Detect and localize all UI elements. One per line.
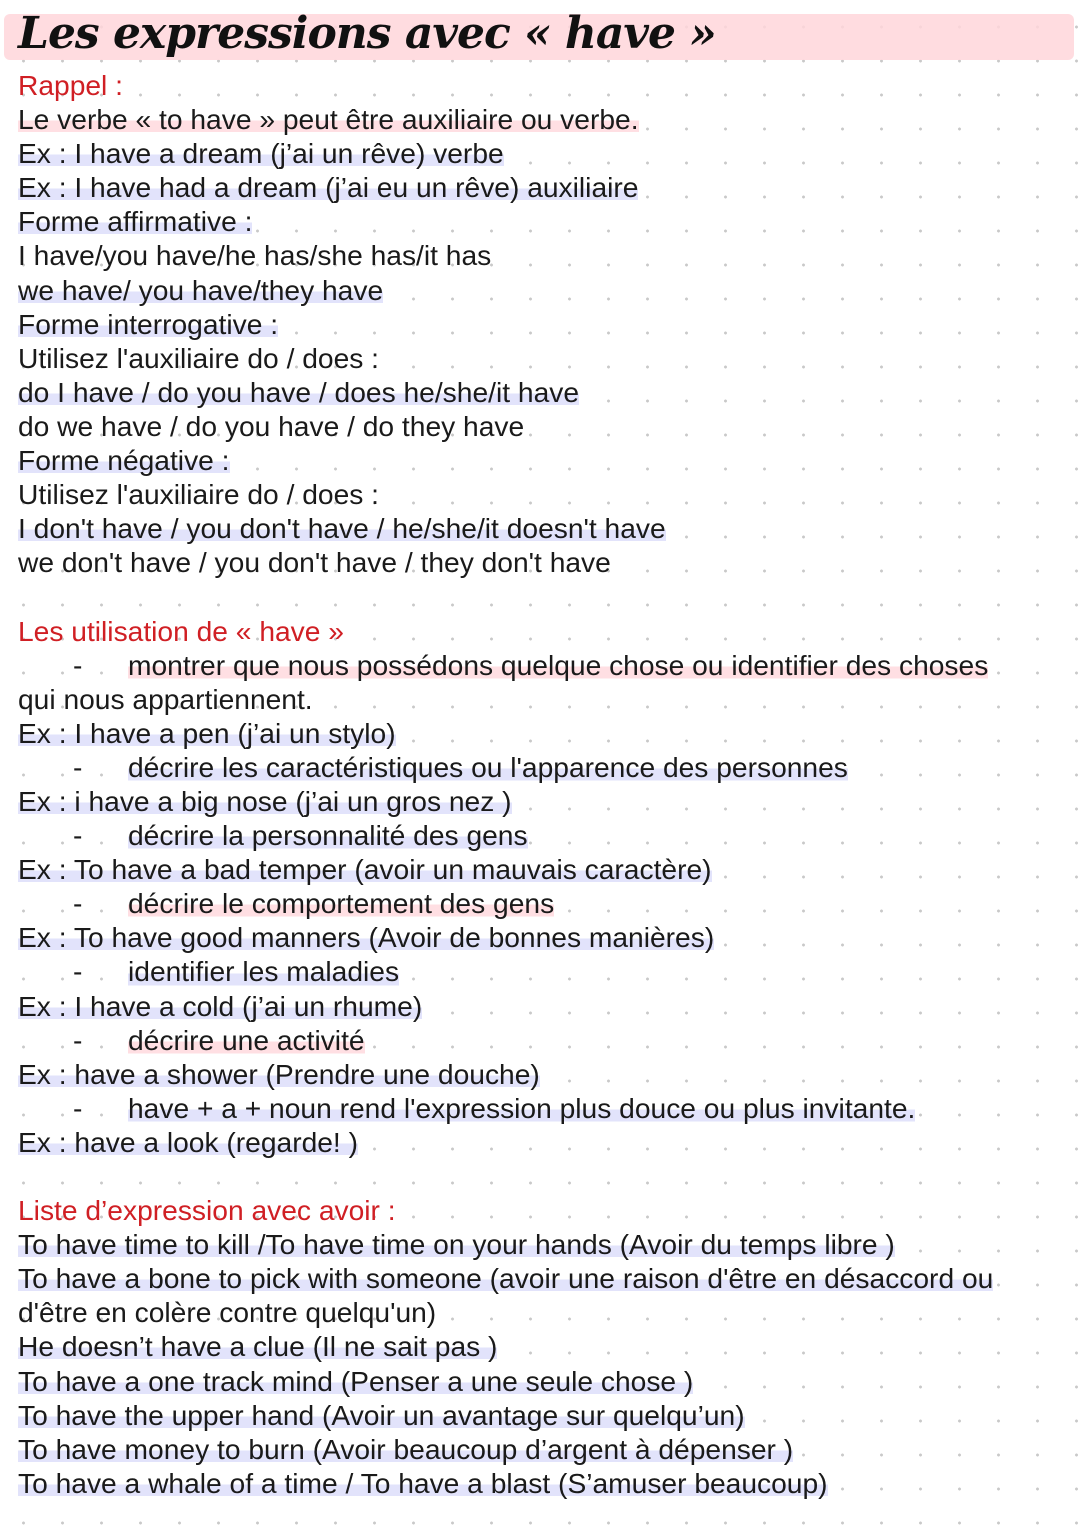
bullet-text: décrire les caractéristiques ou l'apparence des personnes bbox=[128, 750, 848, 783]
expression-bone-to-pick-continued: d'être en colère contre quelqu'un) bbox=[18, 1296, 437, 1329]
uses-example-look-text: Ex : have a look (regarde! ) bbox=[18, 1125, 358, 1158]
bullet-text: décrire le comportement des gens bbox=[128, 887, 555, 920]
bullet-text: have + a + noun rend l'expression plus douce ou plus invitante. bbox=[128, 1091, 916, 1124]
uses-example-nose bbox=[18, 784, 1058, 818]
bullet-text: identifier les maladies bbox=[128, 955, 400, 988]
negative-label-text: Forme négative : bbox=[18, 444, 230, 477]
uses-example-look bbox=[18, 1125, 1058, 1159]
expression-bone-to-pick-text: To have a bone to pick with someone (avoir une raison d'être en désaccord ou bbox=[18, 1262, 994, 1295]
expression-whale-of-a-time-text: To have a whale of a time / To have a blast (S’amuser beaucoup) bbox=[18, 1466, 828, 1499]
expressions-heading: Liste d’expression avec avoir : bbox=[18, 1194, 396, 1227]
expression-time-to-kill bbox=[18, 1227, 1058, 1261]
expression-money-to-burn-text: To have money to burn (Avoir beaucoup d’argent à dépenser ) bbox=[18, 1432, 794, 1465]
uses-example-temper-text: Ex : To have a bad temper (avoir un mauvais caractère) bbox=[18, 853, 712, 886]
expression-clue-text: He doesn’t have a clue (Il ne sait pas ) bbox=[18, 1330, 498, 1363]
bullet-dash: - bbox=[73, 819, 83, 852]
uses-example-manners bbox=[18, 920, 1058, 954]
uses-example-cold bbox=[18, 989, 1058, 1023]
expression-upper-hand-text: To have the upper hand (Avoir un avantage sur quelqu’un) bbox=[18, 1398, 745, 1431]
negative-line-1 bbox=[18, 511, 1058, 545]
expression-one-track-mind bbox=[18, 1364, 1058, 1398]
interrogative-label-text: Forme interrogative : bbox=[18, 307, 279, 340]
uses-bullet-personality bbox=[18, 818, 1058, 852]
uses-bullet-illness bbox=[18, 954, 1058, 988]
uses-example-shower bbox=[18, 1057, 1058, 1091]
negative-line-2: we don't have / you don't have / they don't have bbox=[18, 546, 611, 579]
affirmative-line-2 bbox=[18, 273, 1058, 307]
affirmative-line-2-text: we have/ you have/they have bbox=[18, 273, 384, 306]
expression-money-to-burn bbox=[18, 1432, 1058, 1466]
uses-bullet-activity bbox=[18, 1023, 1058, 1057]
uses-bullet-behaviour bbox=[18, 886, 1058, 920]
expression-one-track-mind-text: To have a one track mind (Penser a une seule chose ) bbox=[18, 1364, 694, 1397]
rappel-example-verb-text: Ex : I have a dream (j’ai un rêve) verbe bbox=[18, 137, 504, 170]
negative-aux: Utilisez l'auxiliaire do / does : bbox=[18, 478, 380, 511]
bullet-text: décrire la personnalité des gens bbox=[128, 819, 528, 852]
interrogative-line-2: do we have / do you have / do they have bbox=[18, 409, 525, 442]
bullet-dash: - bbox=[73, 887, 83, 920]
bullet-dash: - bbox=[73, 648, 83, 681]
rappel-intro-text: Le verbe « to have » peut être auxiliaire ou verbe. bbox=[18, 103, 639, 136]
bullet-dash: - bbox=[73, 750, 83, 783]
negative-line-1-text: I don't have / you don't have / he/she/it doesn't have bbox=[18, 512, 666, 545]
bullet-dash: - bbox=[73, 1091, 83, 1124]
uses-example-temper bbox=[18, 852, 1058, 886]
interrogative-label bbox=[18, 307, 1058, 341]
uses-example-nose-text: Ex : i have a big nose (j’ai un gros nez ) bbox=[18, 784, 512, 817]
expression-bone-to-pick bbox=[18, 1261, 1058, 1295]
uses-bullet-possession-continued: qui nous appartiennent. bbox=[18, 682, 313, 715]
rappel-example-aux bbox=[18, 170, 1058, 204]
uses-example-manners-text: Ex : To have good manners (Avoir de bonnes manières) bbox=[18, 921, 715, 954]
expression-time-to-kill-text: To have time to kill /To have time on your hands (Avoir du temps libre ) bbox=[18, 1228, 895, 1261]
interrogative-line-1 bbox=[18, 375, 1058, 409]
interrogative-aux: Utilisez l'auxiliaire do / does : bbox=[18, 341, 380, 374]
rappel-example-verb bbox=[18, 136, 1058, 170]
expression-upper-hand bbox=[18, 1398, 1058, 1432]
rappel-intro bbox=[18, 102, 1058, 136]
uses-example-cold-text: Ex : I have a cold (j’ai un rhume) bbox=[18, 989, 423, 1022]
notes-body bbox=[18, 68, 1058, 1500]
interrogative-line-1-text: do I have / do you have / does he/she/it have bbox=[18, 375, 580, 408]
rappel-heading: Rappel : bbox=[18, 69, 123, 101]
uses-example-shower-text: Ex : have a shower (Prendre une douche) bbox=[18, 1057, 540, 1090]
section-spacer bbox=[18, 1159, 1058, 1193]
uses-bullet-possession bbox=[18, 648, 1058, 682]
bullet-dash: - bbox=[73, 1023, 83, 1056]
section-spacer bbox=[18, 579, 1058, 613]
negative-label bbox=[18, 443, 1058, 477]
page-title: Les expressions avec « have » bbox=[18, 8, 716, 59]
uses-bullet-appearance bbox=[18, 750, 1058, 784]
bullet-text: décrire une activité bbox=[128, 1023, 365, 1056]
expression-clue bbox=[18, 1329, 1058, 1363]
affirmative-label-text: Forme affirmative : bbox=[18, 205, 253, 238]
uses-example-pen-text: Ex : I have a pen (j’ai un stylo) bbox=[18, 716, 396, 749]
affirmative-line-1: I have/you have/he has/she has/it has bbox=[18, 239, 492, 272]
expression-whale-of-a-time bbox=[18, 1466, 1058, 1500]
uses-heading: Les utilisation de « have » bbox=[18, 614, 344, 647]
uses-bullet-softer bbox=[18, 1091, 1058, 1125]
rappel-example-aux-text: Ex : I have had a dream (j’ai eu un rêve) auxiliaire bbox=[18, 171, 639, 204]
uses-example-pen bbox=[18, 716, 1058, 750]
affirmative-label bbox=[18, 204, 1058, 238]
bullet-text: montrer que nous possédons quelque chose ou identifier des choses bbox=[128, 648, 989, 681]
bullet-dash: - bbox=[73, 955, 83, 988]
